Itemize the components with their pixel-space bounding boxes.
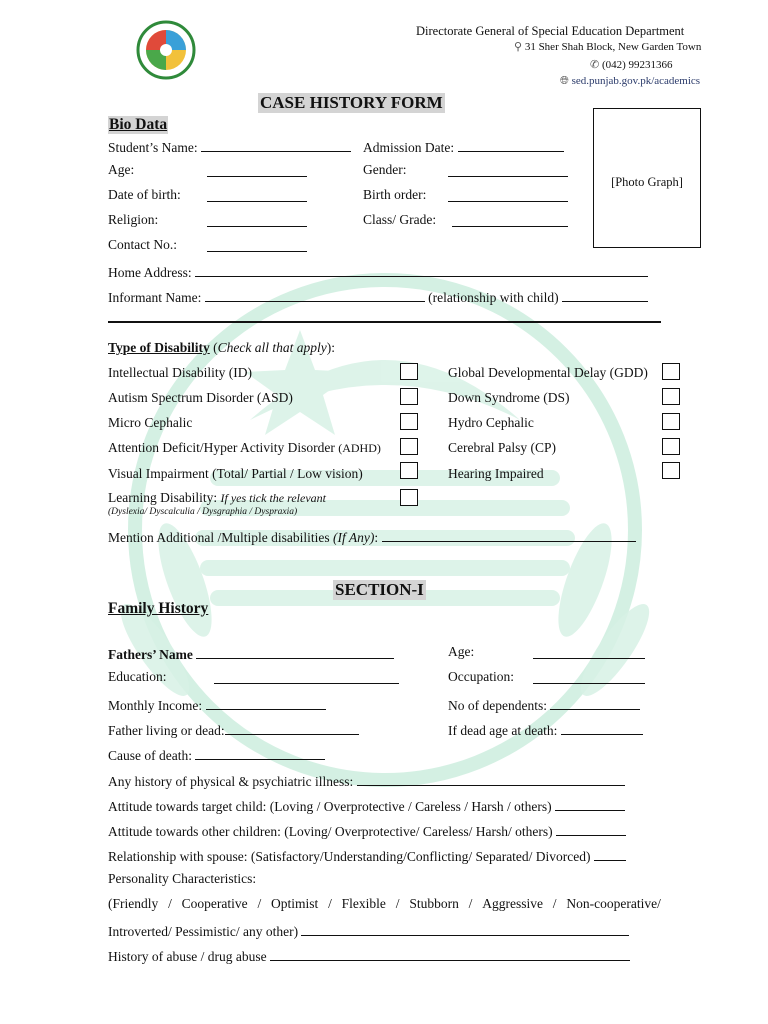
form-title: CASE HISTORY FORM — [260, 93, 443, 112]
disability-item-ld-types: (Dyslexia/ Dyscalculia / Dysgraphia / Dyspraxia) — [108, 507, 298, 517]
checkbox-cp[interactable] — [662, 438, 680, 455]
admission-date-field[interactable]: Admission Date: — [363, 137, 564, 156]
contact-label: Contact No.: — [108, 237, 177, 252]
personality-label: Personality Characteristics: — [108, 871, 257, 886]
gender-field[interactable] — [448, 162, 568, 177]
checkbox-asd[interactable] — [400, 388, 418, 405]
checkbox-gdd[interactable] — [662, 363, 680, 380]
attitude-target-field[interactable]: Attitude towards target child: (Loving / Overprotective / Careless / Harsh / others) — [108, 796, 625, 815]
additional-disabilities-field[interactable]: Mention Additional /Multiple disabilities (If Any): — [108, 527, 636, 546]
header-address: ⚲ 31 Sher Shah Block, New Garden Town — [514, 41, 702, 53]
disability-item-id: Intellectual Disability (ID) — [108, 365, 252, 380]
religion-label: Religion: — [108, 212, 159, 227]
checkbox-id[interactable] — [400, 363, 418, 380]
occupation-label: Occupation: — [448, 669, 514, 684]
education-field[interactable] — [214, 669, 399, 684]
photo-box-label: [Photo Graph] — [611, 175, 683, 189]
section-i-title: SECTION-I — [335, 580, 424, 599]
illness-history-field[interactable]: Any history of physical & psychiatric illness: — [108, 771, 625, 790]
department-logo — [133, 20, 199, 80]
age-label: Age: — [108, 162, 135, 177]
checkbox-ld[interactable] — [400, 489, 418, 506]
disability-item-gdd: Global Developmental Delay (GDD) — [448, 365, 648, 380]
bio-data-heading: Bio Data — [109, 116, 168, 133]
section-divider — [108, 321, 661, 323]
family-history-heading: Family History — [108, 600, 209, 617]
header-phone: ✆ (042) 99231366 — [590, 59, 673, 71]
disability-item-vi: Visual Impairment (Total/ Partial / Low vision) — [108, 466, 363, 481]
religion-field[interactable] — [207, 212, 307, 227]
disability-item-ld: Learning Disability: If yes tick the relevant — [108, 490, 326, 505]
class-grade-field[interactable] — [452, 212, 568, 227]
education-label: Education: — [108, 669, 167, 684]
checkbox-vi[interactable] — [400, 462, 418, 479]
occupation-field[interactable] — [533, 669, 645, 684]
informant-field[interactable]: Informant Name: (relationship with child) — [108, 287, 648, 306]
dependents-field[interactable]: No of dependents: — [448, 695, 640, 714]
photo-box[interactable] — [593, 108, 701, 248]
class-grade-label: Class/ Grade: — [363, 212, 437, 227]
disability-item-adhd: Attention Deficit/Hyper Activity Disorder (ADHD) — [108, 440, 381, 455]
attitude-other-field[interactable]: Attitude towards other children: (Loving/ Overprotective/ Careless/ Harsh/ others) — [108, 821, 626, 840]
header-org: Directorate General of Special Education Department — [416, 24, 685, 38]
disability-item-hi: Hearing Impaired — [448, 466, 544, 481]
personality-traits-field[interactable]: Introverted/ Pessimistic/ any other) — [108, 921, 629, 940]
checkbox-hi[interactable] — [662, 462, 680, 479]
globe-icon: 🌐︎ — [560, 75, 569, 87]
father-living-field[interactable]: Father living or dead: — [108, 720, 359, 739]
header-website: 🌐︎ sed.punjab.gov.pk/academics — [560, 75, 701, 87]
phone-icon: ✆ — [590, 59, 600, 71]
contact-field[interactable] — [207, 237, 307, 252]
dead-age-field[interactable]: If dead age at death: — [448, 720, 643, 739]
student-name-field[interactable]: Student’s Name: — [108, 137, 351, 156]
checkbox-micro[interactable] — [400, 413, 418, 430]
disability-item-cp: Cerebral Palsy (CP) — [448, 440, 556, 455]
birth-order-field[interactable] — [448, 187, 568, 202]
abuse-history-field[interactable]: History of abuse / drug abuse — [108, 946, 630, 965]
checkbox-hydro[interactable] — [662, 413, 680, 430]
disability-item-ds: Down Syndrome (DS) — [448, 390, 570, 405]
father-age-field[interactable] — [533, 644, 645, 659]
spouse-relationship-field[interactable]: Relationship with spouse: (Satisfactory/Understanding/Conflicting/ Separated/ Divorced) — [108, 846, 626, 865]
age-field[interactable] — [207, 162, 307, 177]
dob-field[interactable] — [207, 187, 307, 202]
father-age-label: Age: — [448, 644, 475, 659]
checkbox-adhd[interactable] — [400, 438, 418, 455]
dob-label: Date of birth: — [108, 187, 181, 202]
fathers-name-field[interactable]: Fathers’ Name — [108, 644, 394, 663]
personality-traits-line: (Friendly / Cooperative / Optimist / Flexible / Stubborn / Aggressive / Non-cooperative/ — [108, 896, 661, 911]
birth-order-label: Birth order: — [363, 187, 427, 202]
disability-item-hydro: Hydro Cephalic — [448, 415, 534, 430]
disability-item-asd: Autism Spectrum Disorder (ASD) — [108, 390, 293, 405]
disability-heading: Type of Disability (Check all that apply): — [108, 340, 335, 355]
checkbox-ds[interactable] — [662, 388, 680, 405]
disability-item-micro: Micro Cephalic — [108, 415, 193, 430]
cause-of-death-field[interactable]: Cause of death: — [108, 745, 325, 764]
gender-label: Gender: — [363, 162, 407, 177]
income-field[interactable]: Monthly Income: — [108, 695, 326, 714]
location-pin-icon: ⚲ — [514, 41, 523, 53]
home-address-field[interactable]: Home Address: — [108, 262, 648, 281]
